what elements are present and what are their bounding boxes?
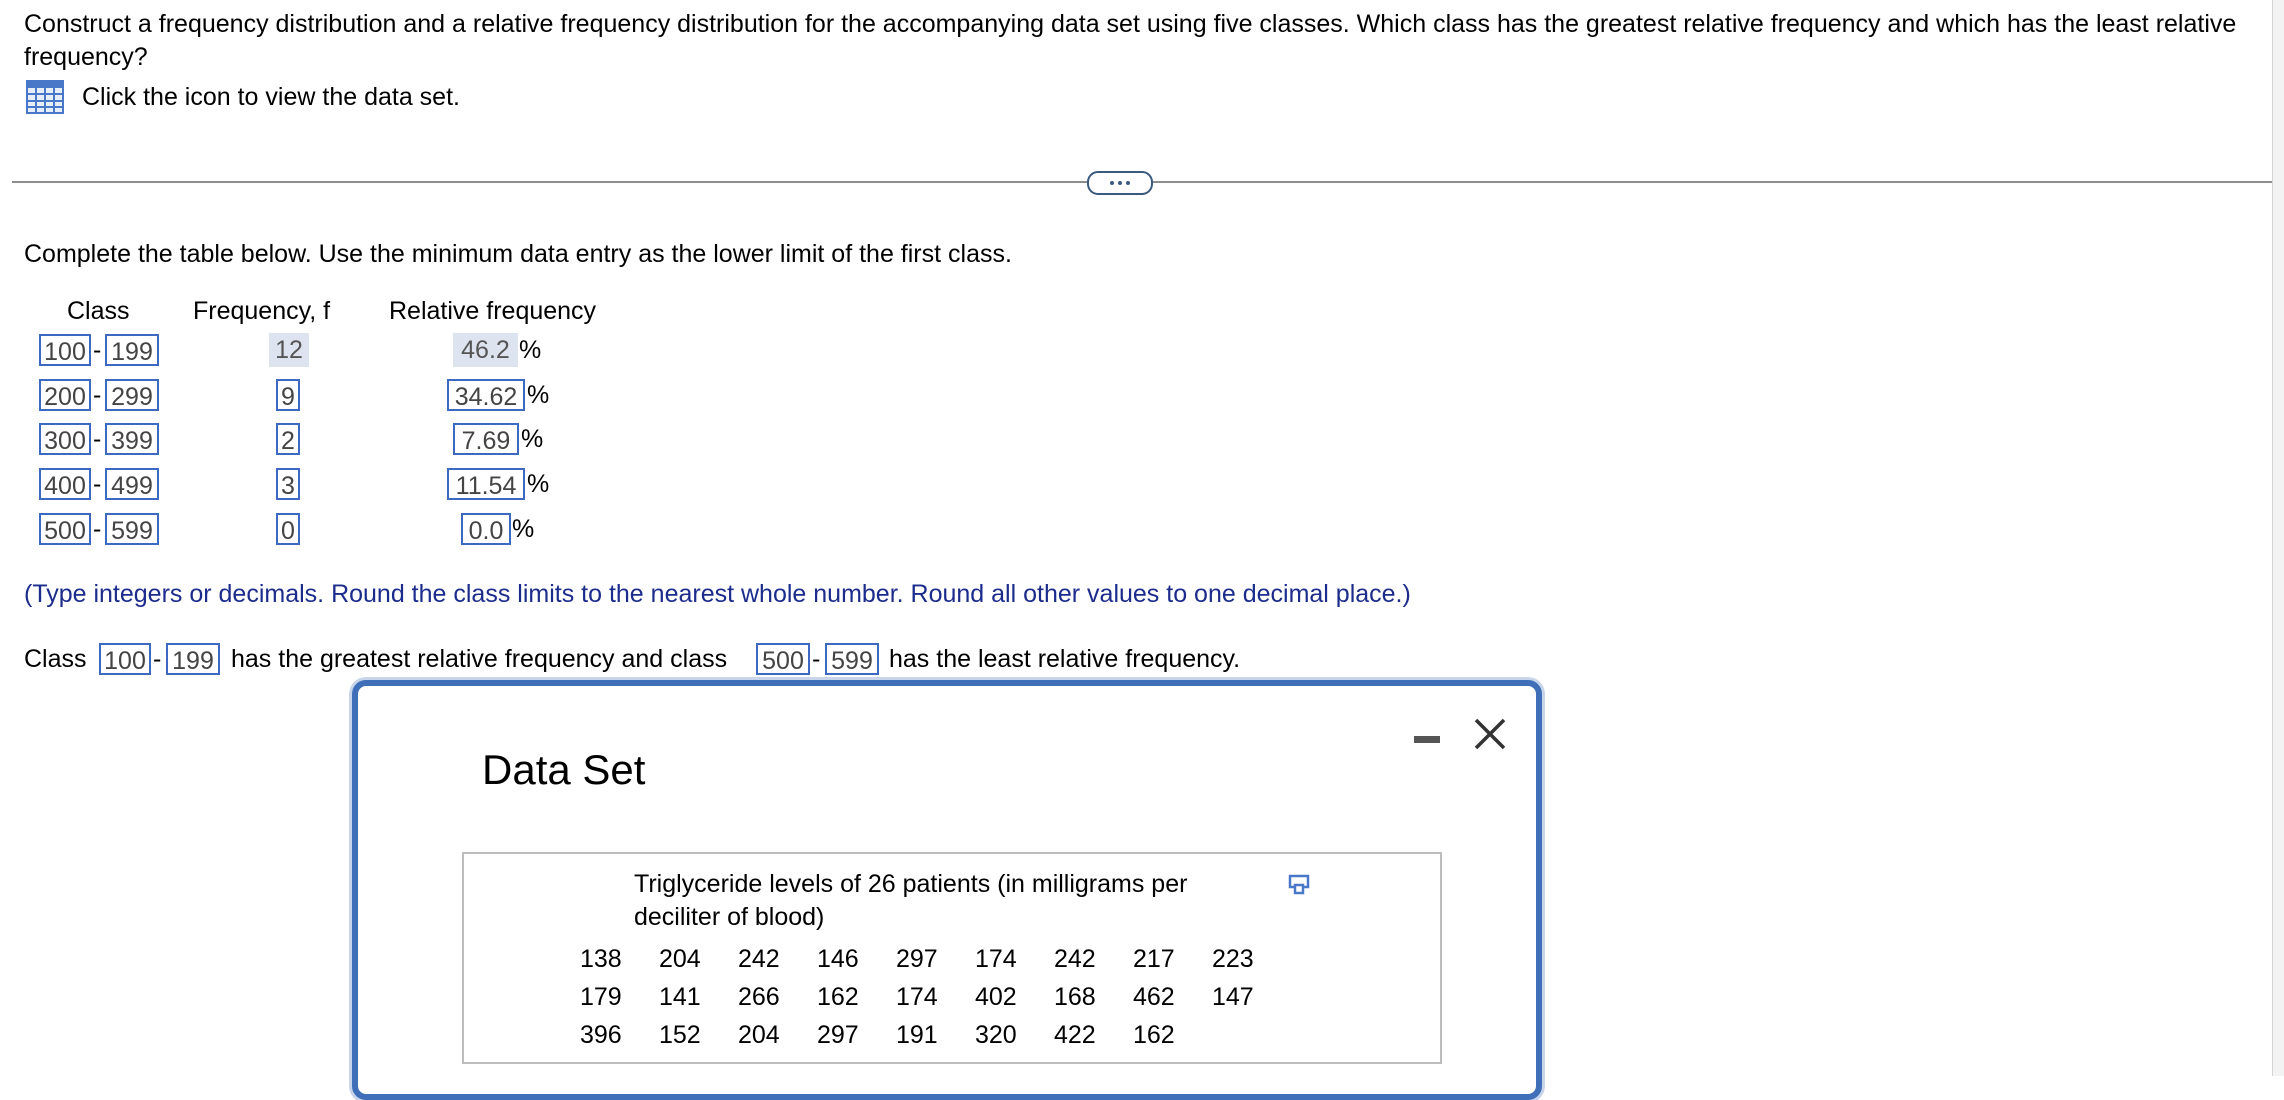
relative-input-2[interactable]: 34.62 [447,379,525,411]
percent-sign: % [512,515,535,543]
dataset-row [580,978,1291,1016]
frequency-given-1: 12 [269,333,309,367]
least-class-lower[interactable]: 500 [756,643,810,675]
question-text: Construct a frequency distribution and a relative frequency distribution for the accompanying data set using five classes. Which class has the greatest relative frequency and which has the least relative frequency? [24,10,2237,71]
greatest-class-lower[interactable]: 100 [99,643,151,675]
frequency-input-4[interactable]: 3 [276,468,300,500]
data-value: 223 [1212,945,1254,973]
data-value: 242 [738,945,780,973]
class-upper-3[interactable]: 399 [105,423,159,455]
data-value: 152 [659,1021,701,1049]
data-value: 320 [975,1021,1017,1049]
instruction-text: Complete the table below. Use the minimum data entry as the lower limit of the first class. [24,240,1012,268]
dialog-title: Data Set [482,746,646,793]
frequency-input-3[interactable]: 2 [276,423,300,455]
percent-sign: % [521,425,544,453]
dash: - [153,645,162,673]
header-relative-frequency: Relative frequency [389,297,597,325]
class-upper-1[interactable]: 199 [105,334,159,366]
data-value: 297 [817,1021,859,1049]
more-icon[interactable] [1087,171,1153,195]
class-lower-1[interactable]: 100 [39,334,91,366]
dataset-caption: Triglyceride levels of 26 patients (in milligrams per deciliter of blood) [634,870,1188,931]
data-value: 462 [1133,983,1175,1011]
dash: - [93,470,102,498]
class-upper-2[interactable]: 299 [105,379,159,411]
data-value: 162 [817,983,859,1011]
dash: - [812,645,821,673]
data-value: 141 [659,983,701,1011]
data-value: 242 [1054,945,1096,973]
class-lower-4[interactable]: 400 [39,468,91,500]
dataset-link[interactable] [26,80,460,114]
data-value: 179 [580,983,622,1011]
data-value: 174 [896,983,938,1011]
data-value: 402 [975,983,1017,1011]
copy-icon[interactable] [1288,874,1312,896]
dash: - [93,515,102,543]
greatest-class-upper[interactable]: 199 [166,643,220,675]
data-value: 204 [659,945,701,973]
percent-sign: % [519,336,542,364]
conclusion-text: has the greatest relative frequency and class [231,645,728,673]
data-value: 138 [580,945,622,973]
class-upper-4[interactable]: 499 [105,468,159,500]
dataset-panel [462,852,1442,1064]
dash: - [93,336,102,364]
minimize-icon[interactable] [1414,736,1440,743]
dataset-row [580,1016,1291,1054]
conclusion-text: has the least relative frequency. [889,645,1241,673]
dash: - [93,425,102,453]
header-class: Class [67,297,130,325]
data-value: 297 [896,945,938,973]
dash: - [93,381,102,409]
conclusion-text: Class [24,645,87,673]
close-icon[interactable] [1472,716,1508,752]
data-value: 191 [896,1021,938,1049]
dataset-values [580,940,1291,1054]
frequency-input-5[interactable]: 0 [276,513,300,545]
data-value: 204 [738,1021,780,1049]
data-value: 396 [580,1021,622,1049]
class-lower-3[interactable]: 300 [39,423,91,455]
data-value: 217 [1133,945,1175,973]
dataset-dialog [352,680,1542,1100]
frequency-input-2[interactable]: 9 [276,379,300,411]
data-value: 168 [1054,983,1096,1011]
class-lower-2[interactable]: 200 [39,379,91,411]
class-lower-5[interactable]: 500 [39,513,91,545]
relative-given-1: 46.2 [453,333,518,367]
scrollbar[interactable] [2272,0,2284,1076]
data-value: 147 [1212,983,1254,1011]
percent-sign: % [527,470,550,498]
dataset-row [580,940,1291,978]
data-value: 422 [1054,1021,1096,1049]
data-value: 266 [738,983,780,1011]
least-class-upper[interactable]: 599 [825,643,879,675]
data-value: 162 [1133,1021,1175,1049]
header-frequency: Frequency, f [193,297,331,325]
relative-input-5[interactable]: 0.0 [461,513,511,545]
relative-input-3[interactable]: 7.69 [453,423,519,455]
data-value: 174 [975,945,1017,973]
table-icon[interactable] [26,80,64,114]
relative-input-4[interactable]: 11.54 [447,468,525,500]
class-upper-5[interactable]: 599 [105,513,159,545]
hint-text: (Type integers or decimals. Round the class limits to the nearest whole number. Round all other values to one decimal place.) [24,580,1411,608]
percent-sign: % [527,381,550,409]
data-value: 146 [817,945,859,973]
dataset-link-text[interactable]: Click the icon to view the data set. [82,82,460,111]
